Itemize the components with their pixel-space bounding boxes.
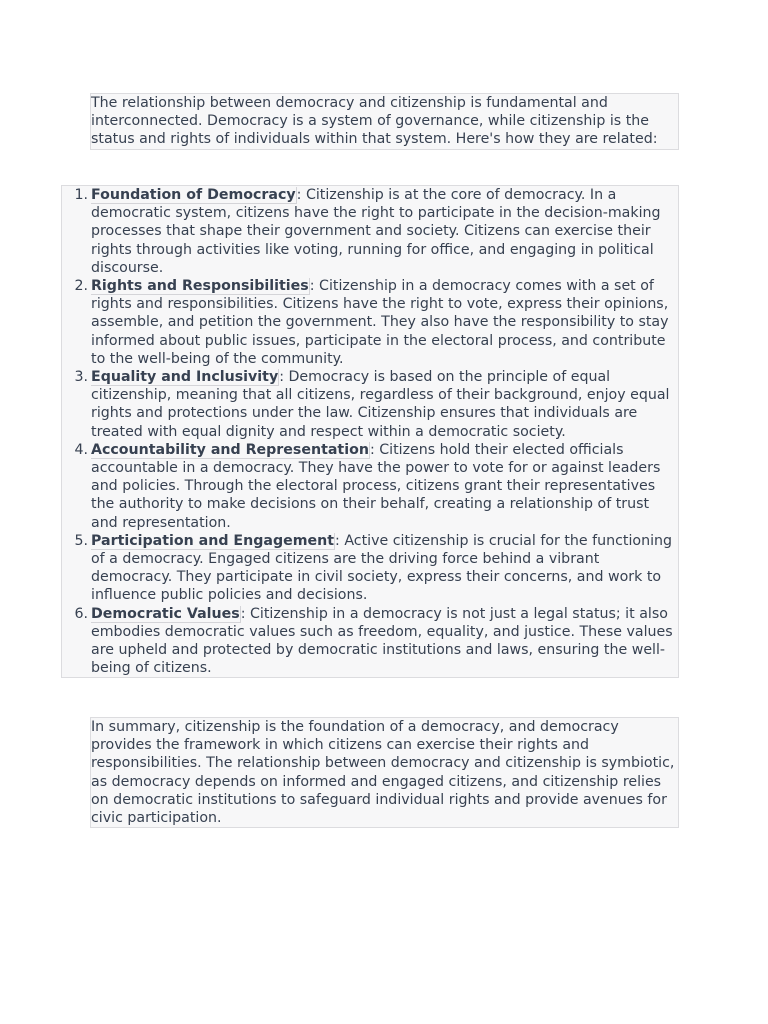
list-item-number: 3. [74, 369, 88, 386]
list-item-number: 4. [74, 441, 88, 458]
list-item-text: : Citizens hold their elected officials accountable in a democracy. They have the power to vote for or against leaders and policies. Through the electoral process, citizens grant their representatives the authority to make decisions on their behalf, creating a relationship of trust and representation. [91, 441, 661, 531]
list-item [74, 605, 678, 678]
list-item-term: Participation and Engagement [91, 532, 335, 549]
list-item-text: : Active citizenship is crucial for the functioning of a democracy. Engaged citizens are the driving force behind a vibrant democracy. They participate in civil society, express their concerns, and work to influence public policies and decisions. [91, 532, 673, 604]
list-item [74, 532, 678, 605]
list-item [74, 186, 678, 277]
list-item-text: : Democracy is based on the principle of equal citizenship, meaning that all citizens, regardless of their background, enjoy equal rights and protections under the law. Citizenship ensures that individuals are treated with equal dignity and respect within a democratic society. [91, 369, 670, 440]
summary-paragraph: In summary, citizenship is the foundation of a democracy, and democracy provides the framework in which citizens can exercise their rights and responsibilities. The relationship between democracy and citizenship is symbiotic, as democracy depends on informed and engaged citizens, and citizenship relies on democratic institutions to safeguard individual rights and provide avenues for civic participation. [91, 719, 675, 827]
list-item-text: : Citizenship in a democracy is not just a legal status; it also embodies democratic values such as freedom, equality, and justice. These values are upheld and protected by democratic institutions and laws, ensuring the well-being of citizens. [91, 605, 673, 677]
intro-paragraph-block [90, 93, 679, 150]
list-item-number: 6. [74, 605, 88, 622]
list-item-number: 1. [74, 187, 88, 203]
list-item-term: Democratic Values [91, 605, 240, 622]
points-list-block [61, 185, 679, 678]
list-item [74, 368, 678, 441]
list-item-term: Foundation of Democracy [91, 187, 296, 203]
list-item-text: : Citizenship in a democracy comes with a set of rights and responsibilities. Citizens have the right to vote, express their opinions, assemble, and petition the government. They also have the responsibility to stay informed about public issues, participate in the electoral process, and contribute to the well-being of the community. [91, 278, 669, 367]
list-item [74, 441, 678, 532]
list-item-text: : Citizenship is at the core of democracy. In a democratic system, citizens have the right to participate in the decision-making processes that shape their government and society. Citizens can exercise their rights through activities like voting, running for office, and engaging in political discourse. [91, 187, 661, 276]
list-item-number: 2. [74, 278, 88, 295]
points-list [62, 186, 678, 677]
list-item-number: 5. [74, 532, 88, 549]
list-item [74, 277, 678, 368]
summary-paragraph-block [90, 717, 679, 828]
list-item-term: Accountability and Representation [91, 441, 369, 458]
list-item-term: Equality and Inclusivity [91, 369, 279, 386]
intro-paragraph: The relationship between democracy and citizenship is fundamental and interconnected. Democracy is a system of governance, while citizenship is the status and rights of individuals within that system. Here's how they are related: [91, 95, 658, 148]
list-item-term: Rights and Responsibilities [91, 278, 309, 295]
